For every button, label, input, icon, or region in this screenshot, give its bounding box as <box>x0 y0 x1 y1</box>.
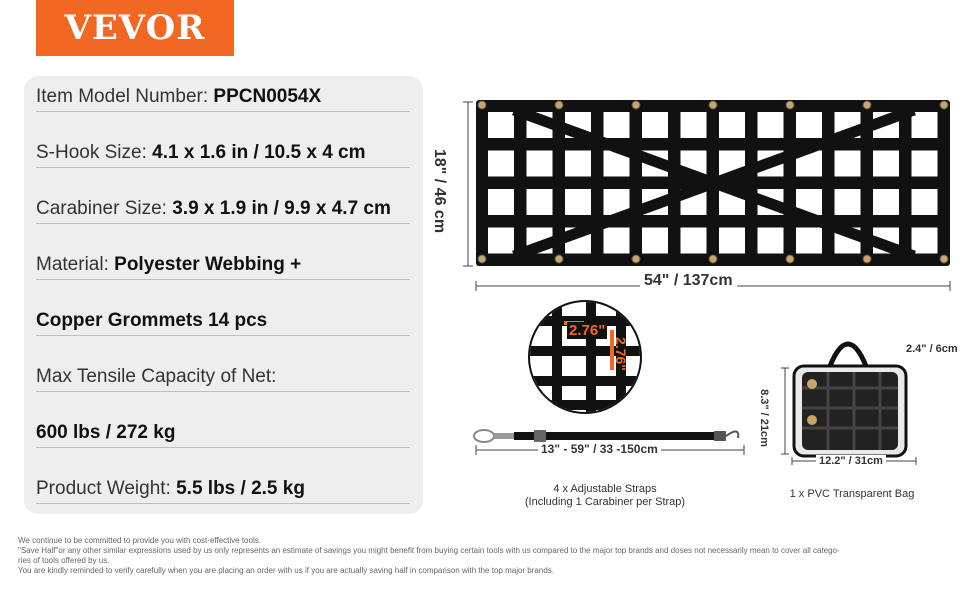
spec-label: Material: <box>36 254 115 275</box>
net-hole <box>488 151 514 177</box>
cargo-net-image <box>474 98 954 270</box>
grommet <box>478 101 486 109</box>
strap-length-label: 13" - 59" / 33 -150cm <box>538 442 661 456</box>
grommet <box>709 255 717 263</box>
net-width-label: 54" / 137cm <box>640 272 737 290</box>
bag-depth-label: 2.4" / 6cm <box>906 343 958 355</box>
grommet <box>940 255 948 263</box>
grommet <box>786 255 794 263</box>
net-height-dimension <box>462 100 474 268</box>
net-hole <box>527 151 553 177</box>
disclaimer-line: ries of tools offered by us. <box>18 556 110 565</box>
net-hole <box>642 228 668 254</box>
spec-capacity <box>36 362 410 392</box>
spec-weight <box>36 474 410 504</box>
net-hole <box>527 189 553 215</box>
grommet <box>632 101 640 109</box>
square-height-label: 2.76" <box>612 337 629 371</box>
net-hole <box>719 228 745 254</box>
spec-value: 3.9 x 1.9 in / 9.9 x 4.7 cm <box>172 198 391 219</box>
spec-value: 5.5 lbs / 2.5 kg <box>176 478 305 499</box>
spec-label: S-Hook Size: <box>36 142 153 163</box>
spec-panel <box>24 76 423 514</box>
net-hole <box>873 151 899 177</box>
net-hole <box>488 228 514 254</box>
net-hole <box>488 189 514 215</box>
spec-shook <box>36 138 410 168</box>
strap-caption <box>500 483 710 509</box>
bag-width-label: 12.2" / 31cm <box>816 455 886 467</box>
net-hole <box>912 228 938 254</box>
disclaimer <box>18 536 958 576</box>
vevor-logo <box>36 0 234 56</box>
spec-value: Copper Grommets 14 pcs <box>36 310 268 331</box>
net-hole <box>835 151 861 177</box>
disclaimer-line: You are kindly reminded to verify carefully when you are placing an order with us if you are actually saving half in comparison with the top major brands. <box>18 566 554 575</box>
grommet <box>632 255 640 263</box>
net-height-label: 18" / 46 cm <box>431 148 448 234</box>
spec-label: Carabiner Size: <box>36 198 173 219</box>
bag-height-label: 8.3" / 21cm <box>757 389 770 447</box>
spec-value: 4.1 x 1.6 in / 10.5 x 4 cm <box>152 142 366 163</box>
spec-capacity-value <box>36 418 410 448</box>
grommet <box>863 101 871 109</box>
net-hole <box>719 112 745 138</box>
spec-material-cont <box>36 306 410 336</box>
grommet <box>940 101 948 109</box>
pvc-bag-image <box>788 328 914 458</box>
net-hole <box>835 189 861 215</box>
grommet <box>709 101 717 109</box>
net-hole <box>912 112 938 138</box>
bag-caption: 1 x PVC Transparent Bag <box>789 488 915 500</box>
net-hole <box>796 228 822 254</box>
net-hole <box>565 189 591 215</box>
grommet <box>555 101 563 109</box>
net-hole <box>758 228 784 254</box>
net-hole <box>681 228 707 254</box>
net-hole <box>488 112 514 138</box>
square-width-label: 2.76" <box>569 322 606 339</box>
grommet <box>478 255 486 263</box>
net-hole <box>912 189 938 215</box>
strap-caption-line2: (Including 1 Carabiner per Strap) <box>524 496 686 508</box>
strap-caption-line1: 4 x Adjustable Straps <box>553 483 657 495</box>
net-hole <box>796 112 822 138</box>
net-hole <box>912 151 938 177</box>
net-hole <box>873 189 899 215</box>
net-hole <box>604 228 630 254</box>
net-hole <box>642 112 668 138</box>
grommet <box>555 255 563 263</box>
spec-material <box>36 250 410 280</box>
net-hole <box>681 112 707 138</box>
spec-model <box>36 82 410 112</box>
logo-text: VEVOR <box>64 8 206 48</box>
grommet <box>863 255 871 263</box>
spec-label: Item Model Number: <box>36 86 214 107</box>
disclaimer-line: "Save Half"or any other similar expressions used by us only represents an estimate of savings you might benefit from buying certain tools with us compared to the major top brands and doses not necessarily mean to cover all catego- <box>18 546 840 555</box>
spec-label: Product Weight: <box>36 478 177 499</box>
bag-height-dimension <box>780 366 790 456</box>
spec-value: Polyester Webbing + <box>114 254 302 275</box>
spec-value: PPCN0054X <box>213 86 322 107</box>
grommet <box>786 101 794 109</box>
spec-value: 600 lbs / 272 kg <box>36 422 176 443</box>
net-hole <box>604 112 630 138</box>
spec-label: Max Tensile Capacity of Net: <box>36 366 277 387</box>
spec-carabiner <box>36 194 410 224</box>
disclaimer-line: We continue to be committed to provide you with cost-effective tools. <box>18 536 261 545</box>
net-hole <box>758 112 784 138</box>
net-hole <box>565 151 591 177</box>
